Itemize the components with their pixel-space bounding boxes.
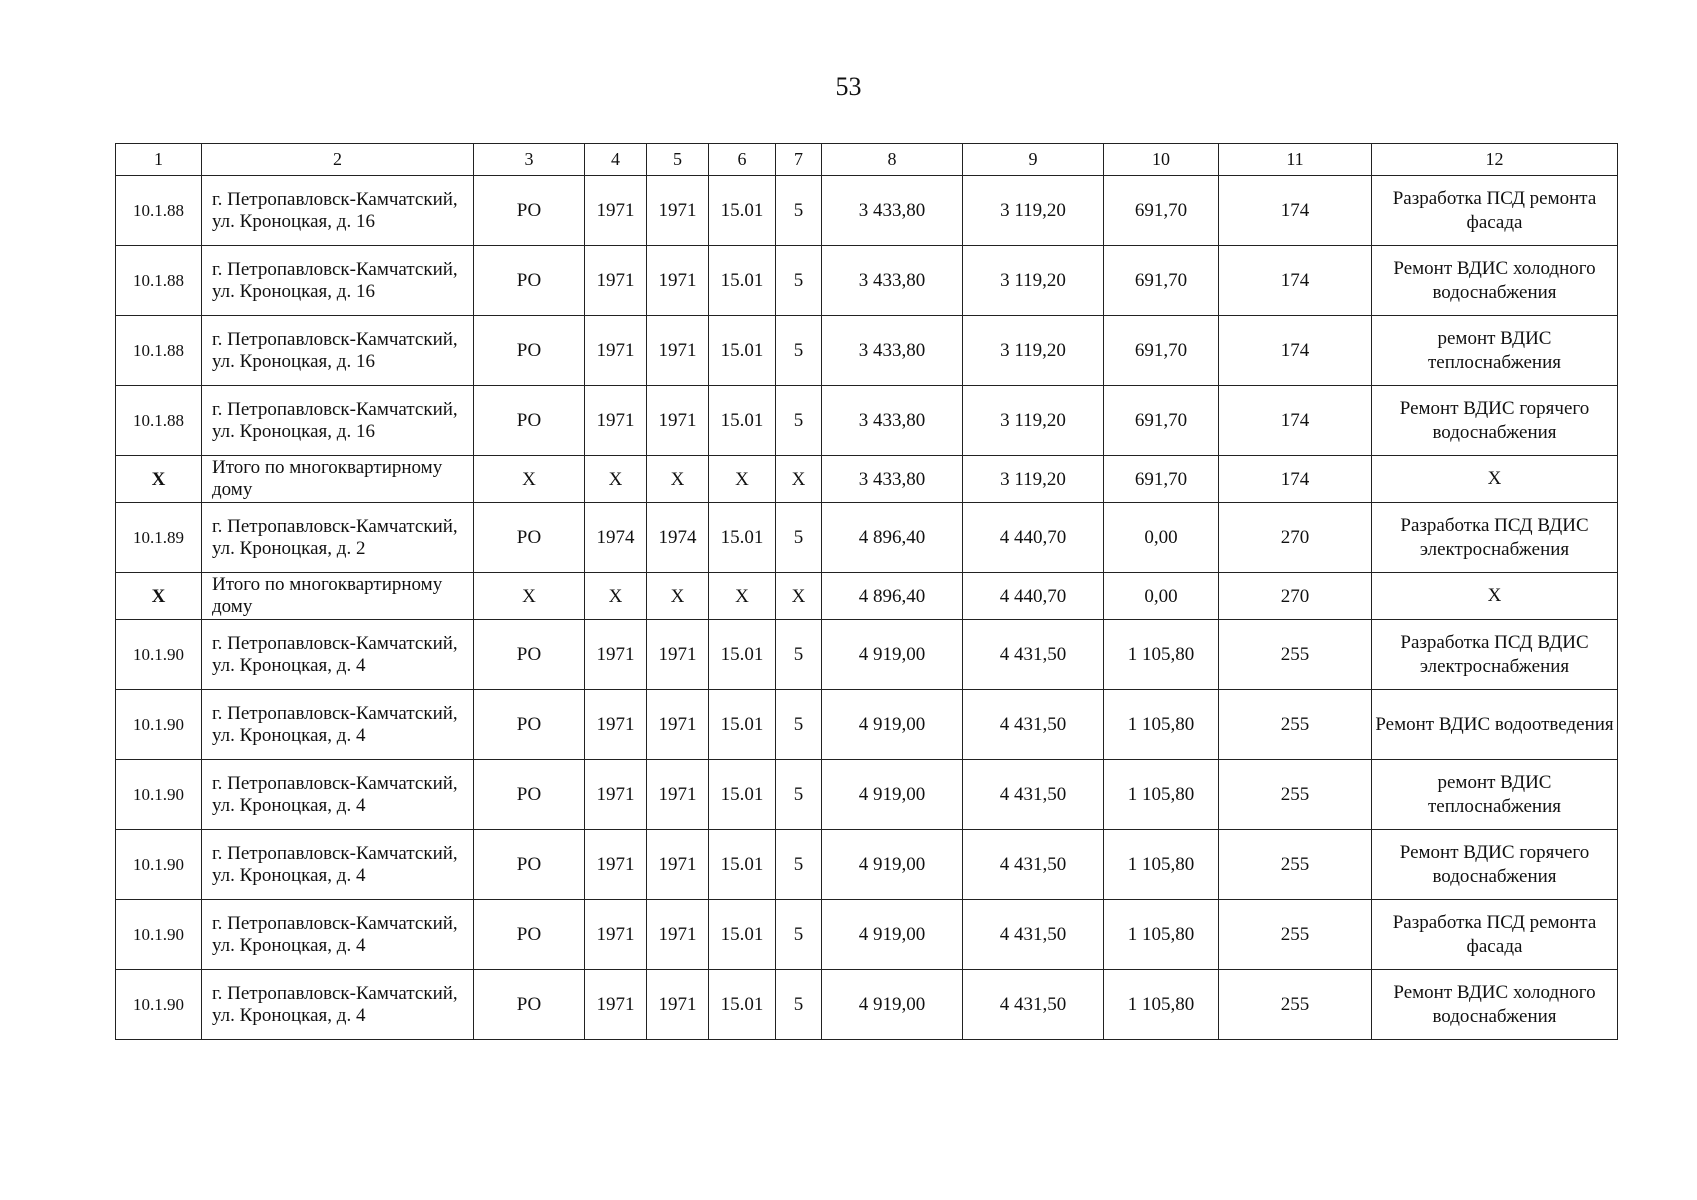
cell-living-area: 4 431,50	[963, 760, 1104, 830]
table-row	[116, 316, 1618, 386]
cell-material-code: 15.01	[709, 620, 776, 690]
cell-nonliving-area: 1 105,80	[1104, 690, 1219, 760]
cell-work-type: ремонт ВДИС теплоснабжения	[1372, 760, 1618, 830]
cell-floors: Х	[776, 573, 822, 620]
column-header-5: 5	[647, 144, 709, 176]
cell-material-code: 15.01	[709, 316, 776, 386]
cell-residents: 255	[1219, 900, 1372, 970]
table-total-row	[116, 573, 1618, 620]
cell-residents: 270	[1219, 503, 1372, 573]
cell-year-built: Х	[585, 573, 647, 620]
cell-address: Итого по многоквартирному дому	[202, 456, 474, 503]
table-row	[116, 970, 1618, 1040]
cell-type: РО	[474, 620, 585, 690]
page-number: 53	[835, 72, 862, 101]
cell-nonliving-area: 1 105,80	[1104, 760, 1219, 830]
cell-residents: 174	[1219, 386, 1372, 456]
column-header-6: 6	[709, 144, 776, 176]
table-row	[116, 900, 1618, 970]
table-row	[116, 503, 1618, 573]
cell-type: РО	[474, 830, 585, 900]
cell-year-built: 1971	[585, 900, 647, 970]
cell-year-built: 1971	[585, 830, 647, 900]
table-row	[116, 176, 1618, 246]
column-header-1: 1	[116, 144, 202, 176]
cell-total-area: 3 433,80	[822, 176, 963, 246]
cell-address: г. Петропавловск-Камчатский, ул. Кроноцкая, д. 4	[202, 620, 474, 690]
cell-year-commissioned: Х	[647, 573, 709, 620]
cell-type: РО	[474, 246, 585, 316]
cell-type: РО	[474, 503, 585, 573]
cell-material-code: Х	[709, 456, 776, 503]
cell-floors: 5	[776, 316, 822, 386]
cell-residents: 255	[1219, 760, 1372, 830]
cell-living-area: 4 431,50	[963, 620, 1104, 690]
cell-floors: 5	[776, 830, 822, 900]
cell-address: г. Петропавловск-Камчатский, ул. Кроноцкая, д. 16	[202, 386, 474, 456]
cell-residents: 174	[1219, 456, 1372, 503]
cell-year-commissioned: 1971	[647, 690, 709, 760]
cell-year-built: 1971	[585, 246, 647, 316]
cell-residents: 174	[1219, 176, 1372, 246]
cell-residents: 174	[1219, 246, 1372, 316]
cell-residents: 255	[1219, 690, 1372, 760]
column-header-12: 12	[1372, 144, 1618, 176]
cell-work-type: Ремонт ВДИС горячего водоснабжения	[1372, 386, 1618, 456]
cell-living-area: 4 431,50	[963, 690, 1104, 760]
cell-year-commissioned: 1971	[647, 316, 709, 386]
cell-floors: 5	[776, 176, 822, 246]
cell-year-commissioned: 1974	[647, 503, 709, 573]
table-row	[116, 760, 1618, 830]
cell-year-commissioned: 1971	[647, 760, 709, 830]
cell-living-area: 4 431,50	[963, 900, 1104, 970]
column-header-9: 9	[963, 144, 1104, 176]
cell-work-type: Х	[1372, 573, 1618, 620]
cell-row-number: 10.1.89	[116, 503, 202, 573]
column-header-7: 7	[776, 144, 822, 176]
cell-nonliving-area: 0,00	[1104, 573, 1219, 620]
cell-row-number: 10.1.90	[116, 690, 202, 760]
cell-row-number: 10.1.88	[116, 246, 202, 316]
cell-floors: 5	[776, 900, 822, 970]
cell-work-type: Разработка ПСД ремонта фасада	[1372, 176, 1618, 246]
cell-type: РО	[474, 900, 585, 970]
cell-year-built: 1974	[585, 503, 647, 573]
cell-living-area: 4 440,70	[963, 503, 1104, 573]
cell-address: г. Петропавловск-Камчатский, ул. Кроноцкая, д. 16	[202, 176, 474, 246]
cell-address: г. Петропавловск-Камчатский, ул. Кроноцкая, д. 16	[202, 246, 474, 316]
table-row	[116, 620, 1618, 690]
cell-work-type: Разработка ПСД ВДИС электроснабжения	[1372, 620, 1618, 690]
cell-type: РО	[474, 690, 585, 760]
cell-row-number: 10.1.90	[116, 620, 202, 690]
cell-year-commissioned: 1971	[647, 900, 709, 970]
cell-address: Итого по многоквартирному дому	[202, 573, 474, 620]
table-row	[116, 386, 1618, 456]
cell-address: г. Петропавловск-Камчатский, ул. Кроноцкая, д. 2	[202, 503, 474, 573]
column-header-4: 4	[585, 144, 647, 176]
cell-type: РО	[474, 316, 585, 386]
table-header-row	[116, 144, 1618, 176]
cell-row-number: 10.1.90	[116, 900, 202, 970]
cell-year-built: 1971	[585, 620, 647, 690]
cell-year-built: 1971	[585, 316, 647, 386]
cell-material-code: 15.01	[709, 503, 776, 573]
cell-work-type: Разработка ПСД ВДИС электроснабжения	[1372, 503, 1618, 573]
cell-year-commissioned: 1971	[647, 620, 709, 690]
column-header-8: 8	[822, 144, 963, 176]
cell-type: РО	[474, 386, 585, 456]
table-row	[116, 690, 1618, 760]
cell-total-area: 3 433,80	[822, 246, 963, 316]
cell-year-commissioned: Х	[647, 456, 709, 503]
cell-nonliving-area: 0,00	[1104, 503, 1219, 573]
cell-address: г. Петропавловск-Камчатский, ул. Кроноцкая, д. 4	[202, 900, 474, 970]
cell-nonliving-area: 691,70	[1104, 246, 1219, 316]
cell-living-area: 3 119,20	[963, 316, 1104, 386]
cell-address: г. Петропавловск-Камчатский, ул. Кроноцкая, д. 4	[202, 690, 474, 760]
cell-type: РО	[474, 760, 585, 830]
cell-floors: 5	[776, 620, 822, 690]
cell-work-type: Разработка ПСД ремонта фасада	[1372, 900, 1618, 970]
cell-address: г. Петропавловск-Камчатский, ул. Кроноцкая, д. 4	[202, 760, 474, 830]
cell-residents: 270	[1219, 573, 1372, 620]
cell-work-type: ремонт ВДИС теплоснабжения	[1372, 316, 1618, 386]
cell-residents: 174	[1219, 316, 1372, 386]
cell-year-built: 1971	[585, 760, 647, 830]
cell-work-type: Ремонт ВДИС холодного водоснабжения	[1372, 246, 1618, 316]
cell-living-area: 4 431,50	[963, 970, 1104, 1040]
cell-residents: 255	[1219, 830, 1372, 900]
cell-floors: 5	[776, 970, 822, 1040]
cell-row-number: 10.1.88	[116, 176, 202, 246]
cell-floors: 5	[776, 503, 822, 573]
cell-nonliving-area: 1 105,80	[1104, 900, 1219, 970]
cell-year-commissioned: 1971	[647, 830, 709, 900]
cell-living-area: 3 119,20	[963, 246, 1104, 316]
cell-type: РО	[474, 970, 585, 1040]
cell-year-commissioned: 1971	[647, 176, 709, 246]
cell-living-area: 4 440,70	[963, 573, 1104, 620]
cell-living-area: 3 119,20	[963, 176, 1104, 246]
cell-material-code: 15.01	[709, 830, 776, 900]
cell-total-area: 4 919,00	[822, 900, 963, 970]
cell-floors: 5	[776, 690, 822, 760]
cell-type: Х	[474, 456, 585, 503]
cell-total-area: 4 919,00	[822, 620, 963, 690]
table-body	[116, 176, 1618, 1040]
cell-nonliving-area: 1 105,80	[1104, 830, 1219, 900]
cell-year-built: 1971	[585, 970, 647, 1040]
cell-year-built: 1971	[585, 176, 647, 246]
cell-total-area: 4 896,40	[822, 503, 963, 573]
cell-residents: 255	[1219, 970, 1372, 1040]
cell-floors: Х	[776, 456, 822, 503]
cell-address: г. Петропавловск-Камчатский, ул. Кроноцкая, д. 4	[202, 830, 474, 900]
cell-work-type: Ремонт ВДИС горячего водоснабжения	[1372, 830, 1618, 900]
cell-floors: 5	[776, 246, 822, 316]
cell-year-built: 1971	[585, 690, 647, 760]
table-row	[116, 246, 1618, 316]
cell-material-code: Х	[709, 573, 776, 620]
cell-year-built: Х	[585, 456, 647, 503]
cell-material-code: 15.01	[709, 690, 776, 760]
cell-total-area: 3 433,80	[822, 316, 963, 386]
cell-nonliving-area: 1 105,80	[1104, 970, 1219, 1040]
cell-row-number: Х	[116, 573, 202, 620]
cell-living-area: 4 431,50	[963, 830, 1104, 900]
cell-row-number: 10.1.90	[116, 760, 202, 830]
cell-residents: 255	[1219, 620, 1372, 690]
cell-row-number: Х	[116, 456, 202, 503]
cell-total-area: 4 919,00	[822, 760, 963, 830]
column-header-11: 11	[1219, 144, 1372, 176]
cell-material-code: 15.01	[709, 760, 776, 830]
cell-row-number: 10.1.90	[116, 970, 202, 1040]
cell-total-area: 4 919,00	[822, 690, 963, 760]
cell-living-area: 3 119,20	[963, 456, 1104, 503]
cell-material-code: 15.01	[709, 246, 776, 316]
cell-total-area: 3 433,80	[822, 386, 963, 456]
table-total-row	[116, 456, 1618, 503]
cell-floors: 5	[776, 760, 822, 830]
cell-year-commissioned: 1971	[647, 970, 709, 1040]
cell-address: г. Петропавловск-Камчатский, ул. Кроноцкая, д. 4	[202, 970, 474, 1040]
cell-material-code: 15.01	[709, 970, 776, 1040]
column-header-2: 2	[202, 144, 474, 176]
cell-living-area: 3 119,20	[963, 386, 1104, 456]
cell-row-number: 10.1.88	[116, 386, 202, 456]
cell-total-area: 4 919,00	[822, 830, 963, 900]
cell-work-type: Х	[1372, 456, 1618, 503]
column-header-10: 10	[1104, 144, 1219, 176]
cell-row-number: 10.1.88	[116, 316, 202, 386]
data-table	[115, 143, 1618, 1040]
cell-work-type: Ремонт ВДИС водоотведения	[1372, 690, 1618, 760]
cell-floors: 5	[776, 386, 822, 456]
cell-nonliving-area: 691,70	[1104, 176, 1219, 246]
cell-row-number: 10.1.90	[116, 830, 202, 900]
table-row	[116, 830, 1618, 900]
cell-nonliving-area: 691,70	[1104, 386, 1219, 456]
cell-material-code: 15.01	[709, 900, 776, 970]
cell-material-code: 15.01	[709, 386, 776, 456]
cell-type: Х	[474, 573, 585, 620]
cell-year-commissioned: 1971	[647, 386, 709, 456]
cell-year-built: 1971	[585, 386, 647, 456]
column-header-3: 3	[474, 144, 585, 176]
cell-nonliving-area: 691,70	[1104, 456, 1219, 503]
cell-total-area: 4 896,40	[822, 573, 963, 620]
cell-type: РО	[474, 176, 585, 246]
cell-address: г. Петропавловск-Камчатский, ул. Кроноцкая, д. 16	[202, 316, 474, 386]
cell-nonliving-area: 691,70	[1104, 316, 1219, 386]
cell-work-type: Ремонт ВДИС холодного водоснабжения	[1372, 970, 1618, 1040]
cell-nonliving-area: 1 105,80	[1104, 620, 1219, 690]
cell-material-code: 15.01	[709, 176, 776, 246]
cell-total-area: 4 919,00	[822, 970, 963, 1040]
cell-year-commissioned: 1971	[647, 246, 709, 316]
cell-total-area: 3 433,80	[822, 456, 963, 503]
